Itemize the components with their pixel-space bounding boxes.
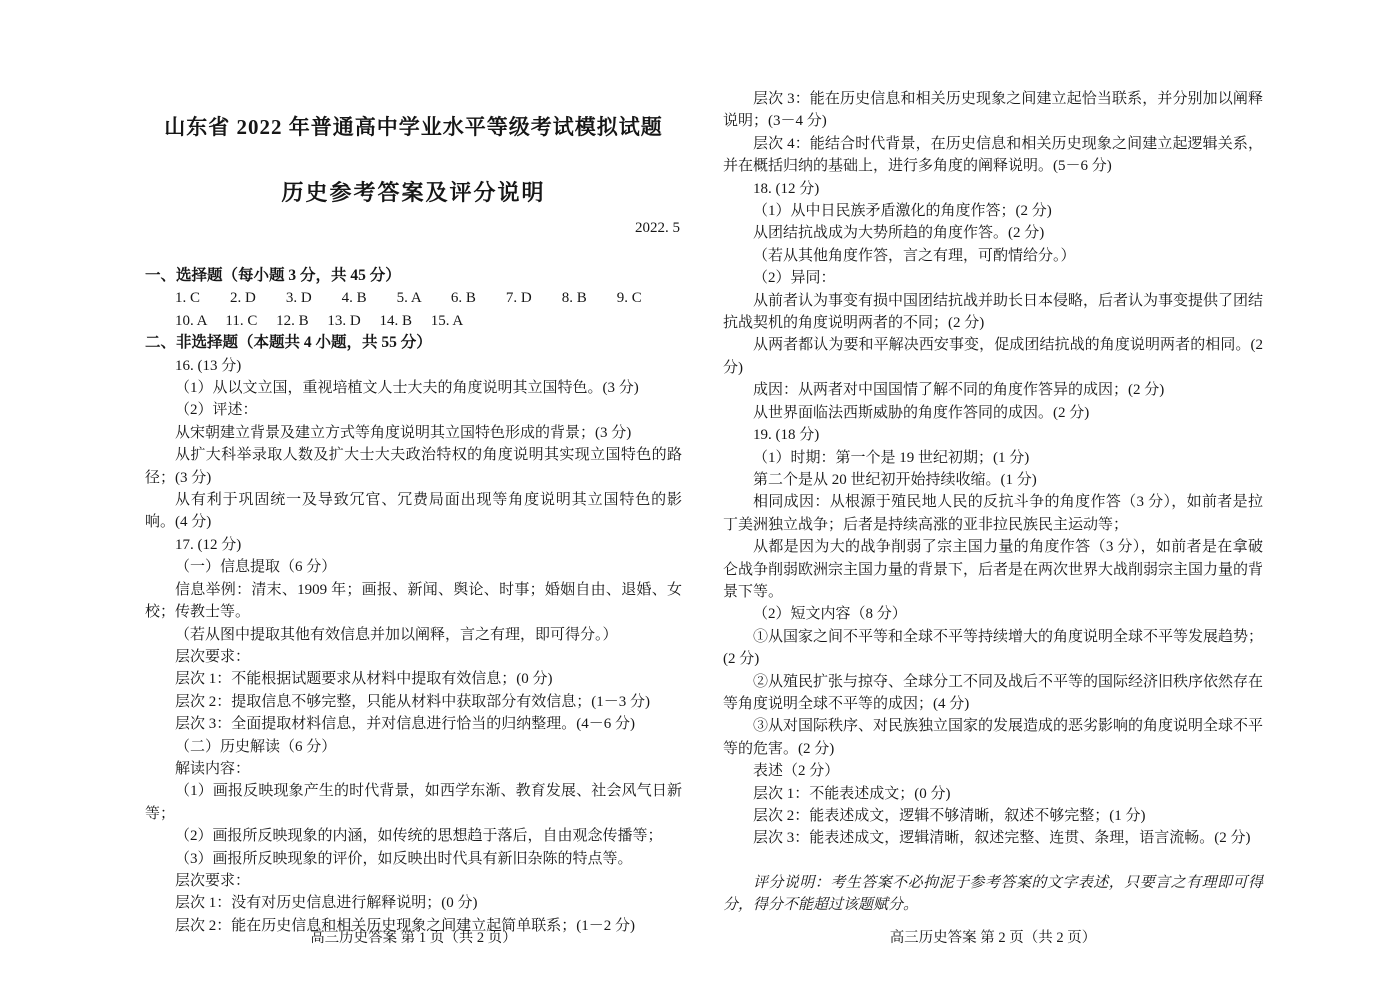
- text-line: ③从对国际秩序、对民族独立国家的发展造成的恶劣影响的角度说明全球不平等的危害。(2 分): [723, 718, 1264, 757]
- text-line: （1）从中日民族矛盾激化的角度作答；(2 分): [753, 203, 1052, 220]
- text-line: 19. (18 分): [753, 427, 820, 444]
- text-line: 层次 3：全面提取材料信息，并对信息进行恰当的归纳整理。(4－6 分): [175, 716, 635, 733]
- text-line: 层次 2：能在历史信息和相关历史现象之间建立起简单联系；(1－2 分): [175, 917, 635, 934]
- text-line: （2）画报所反映现象的内涵，如传统的思想趋于落后，自由观念传播等；: [175, 828, 663, 845]
- text-line: ①从国家之间不平等和全球不平等持续增大的角度说明全球不平等发展趋势；(2 分): [723, 628, 1264, 668]
- text-line: 从扩大科举录取人数及扩大士大夫政治特权的角度说明其实现立国特色的路径；(3 分): [145, 447, 682, 486]
- text-line: 从有利于巩固统一及导致冗官、冗费局面出现等角度说明其立国特色的影响。(4 分): [145, 492, 682, 531]
- text-line: 从团结抗战成为大势所趋的角度作答。(2 分): [753, 225, 1045, 242]
- text-line: 从前者认为事变有损中国团结抗战并助长日本侵略，后者认为事变提供了团结抗战契机的角度说明两者的不同；(2 分): [723, 292, 1264, 332]
- text-line: 解读内容：: [175, 760, 251, 777]
- page-2: [723, 88, 1267, 917]
- text-line: 第二个是从 20 世纪初开始持续收缩。(1 分): [753, 471, 1037, 488]
- text-line: 从宋朝建立背景及建立方式等角度说明其立国特色形成的背景；(3 分): [175, 424, 632, 441]
- text-line: 17. (12 分): [175, 536, 242, 553]
- text-line: 18. (12 分): [753, 180, 820, 197]
- text-line: 从都是因为大的战争削弱了宗主国力量的角度作答（3 分），如前者是在拿破仑战争削弱欧洲宗主国力量的背景下，后者是在两次世界大战削弱宗主国力量的背景下等。: [723, 539, 1264, 600]
- doc-date: 2022. 5: [635, 220, 680, 236]
- doc-subtitle: 历史参考答案及评分说明: [281, 180, 546, 205]
- text-line: 从世界面临法西斯威胁的角度作答同的成因。(2 分): [753, 404, 1090, 421]
- text-line: 1. C 2. D 3. D 4. B 5. A 6. B 7. D 8. B 9. C: [175, 290, 642, 307]
- text-line: 层次 4：能结合时代背景，在历史信息和相关历史现象之间建立起逻辑关系，并在概括归纳的基础上，进行多角度的阐释说明。(5－6 分): [723, 135, 1263, 175]
- text-line: 成因：从两者对中国国情了解不同的角度作答异的成因；(2 分): [753, 382, 1165, 399]
- page-2-body: [723, 88, 1267, 917]
- text-line: 层次 2：提取信息不够完整，只能从材料中获取部分有效信息；(1－3 分): [175, 693, 650, 710]
- doc-title: 山东省 2022 年普通高中学业水平等级考试模拟试题: [164, 115, 663, 139]
- text-line: ②从殖民扩张与掠夺、全球分工不同及战后不平等的国际经济旧秩序依然存在等角度说明全球不平等的成因；(4 分): [723, 673, 1264, 712]
- text-line: 从两者都认为要和平解决西安事变，促成团结抗战的角度说明两者的相同。(2 分): [723, 337, 1267, 376]
- page-1-footer: 高三历史答案 第 1 页（共 2 页）: [310, 930, 517, 946]
- section-heading: 一、选择题（每小题 3 分，共 45 分）: [145, 267, 401, 284]
- page-1-body: [145, 265, 682, 937]
- page-2-footer: 高三历史答案 第 2 页（共 2 页）: [889, 930, 1097, 946]
- text-line: 信息举例：清末、1909 年；画报、新闻、舆论、时事；婚姻自由、退婚、女校；传教士等。: [145, 581, 682, 621]
- text-line: （一）信息提取（6 分）: [175, 559, 337, 576]
- text-line: （2）异同：: [753, 270, 836, 287]
- text-line: 层次要求：: [175, 872, 251, 889]
- page-1: [145, 112, 682, 937]
- text-line: （2）评述：: [175, 402, 258, 419]
- scoring-note: 评分说明：考生答案不必拘泥于参考答案的文字表述，只要言之有理即可得分，得分不能超过该题赋分。: [723, 874, 1263, 914]
- text-line: 相同成因：从根源于殖民地人民的反抗斗争的角度作答（3 分），如前者是拉丁美洲独立战争；后者是持续高涨的亚非拉民族民主运动等；: [723, 494, 1263, 533]
- section-heading: 二、非选择题（本题共 4 小题，共 55 分）: [145, 334, 432, 352]
- text-line: （1）从以文立国，重视培植文人士大夫的角度说明其立国特色。(3 分): [175, 380, 639, 397]
- text-line: （1）画报反映现象产生的时代背景，如西学东渐、教育发展、社会风气日新等；: [145, 783, 682, 822]
- text-line: 层次 3：能在历史信息和相关历史现象之间建立起恰当联系，并分别加以阐释说明；(3－4 分): [723, 91, 1263, 130]
- text-line: [723, 850, 1263, 872]
- text-line: （二）历史解读（6 分）: [175, 738, 337, 755]
- text-line: 层次 1：不能根据试题要求从材料中提取有效信息；(0 分): [175, 671, 553, 688]
- text-line: （若从图中提取其他有效信息并加以阐释，言之有理，即可得分。）: [175, 626, 618, 643]
- text-line: （1）时期：第一个是 19 世纪初期；(1 分): [753, 449, 1030, 466]
- text-line: 层次 2：能表述成文，逻辑不够清晰，叙述不够完整；(1 分): [753, 808, 1146, 824]
- text-line: 表述（2 分）: [753, 763, 840, 780]
- text-line: 层次 1：没有对历史信息进行解释说明；(0 分): [175, 895, 478, 912]
- text-line: 层次 1：不能表述成文；(0 分): [753, 785, 951, 802]
- text-line: （3）画报所反映现象的评价，如反映出时代具有新旧杂陈的特点等。: [175, 850, 633, 867]
- text-line: （若从其他角度作答，言之有理，可酌情给分。）: [753, 247, 1076, 264]
- text-line: 10. A 11. C 12. B 13. D 14. B 15. A: [175, 312, 464, 329]
- text-line: 层次要求：: [175, 648, 251, 665]
- text-line: （2）短文内容（8 分）: [753, 606, 907, 623]
- text-line: 层次 3：能表述成文，逻辑清晰，叙述完整、连贯、条理，语言流畅。(2 分): [753, 830, 1251, 847]
- text-line: 16. (13 分): [175, 357, 242, 374]
